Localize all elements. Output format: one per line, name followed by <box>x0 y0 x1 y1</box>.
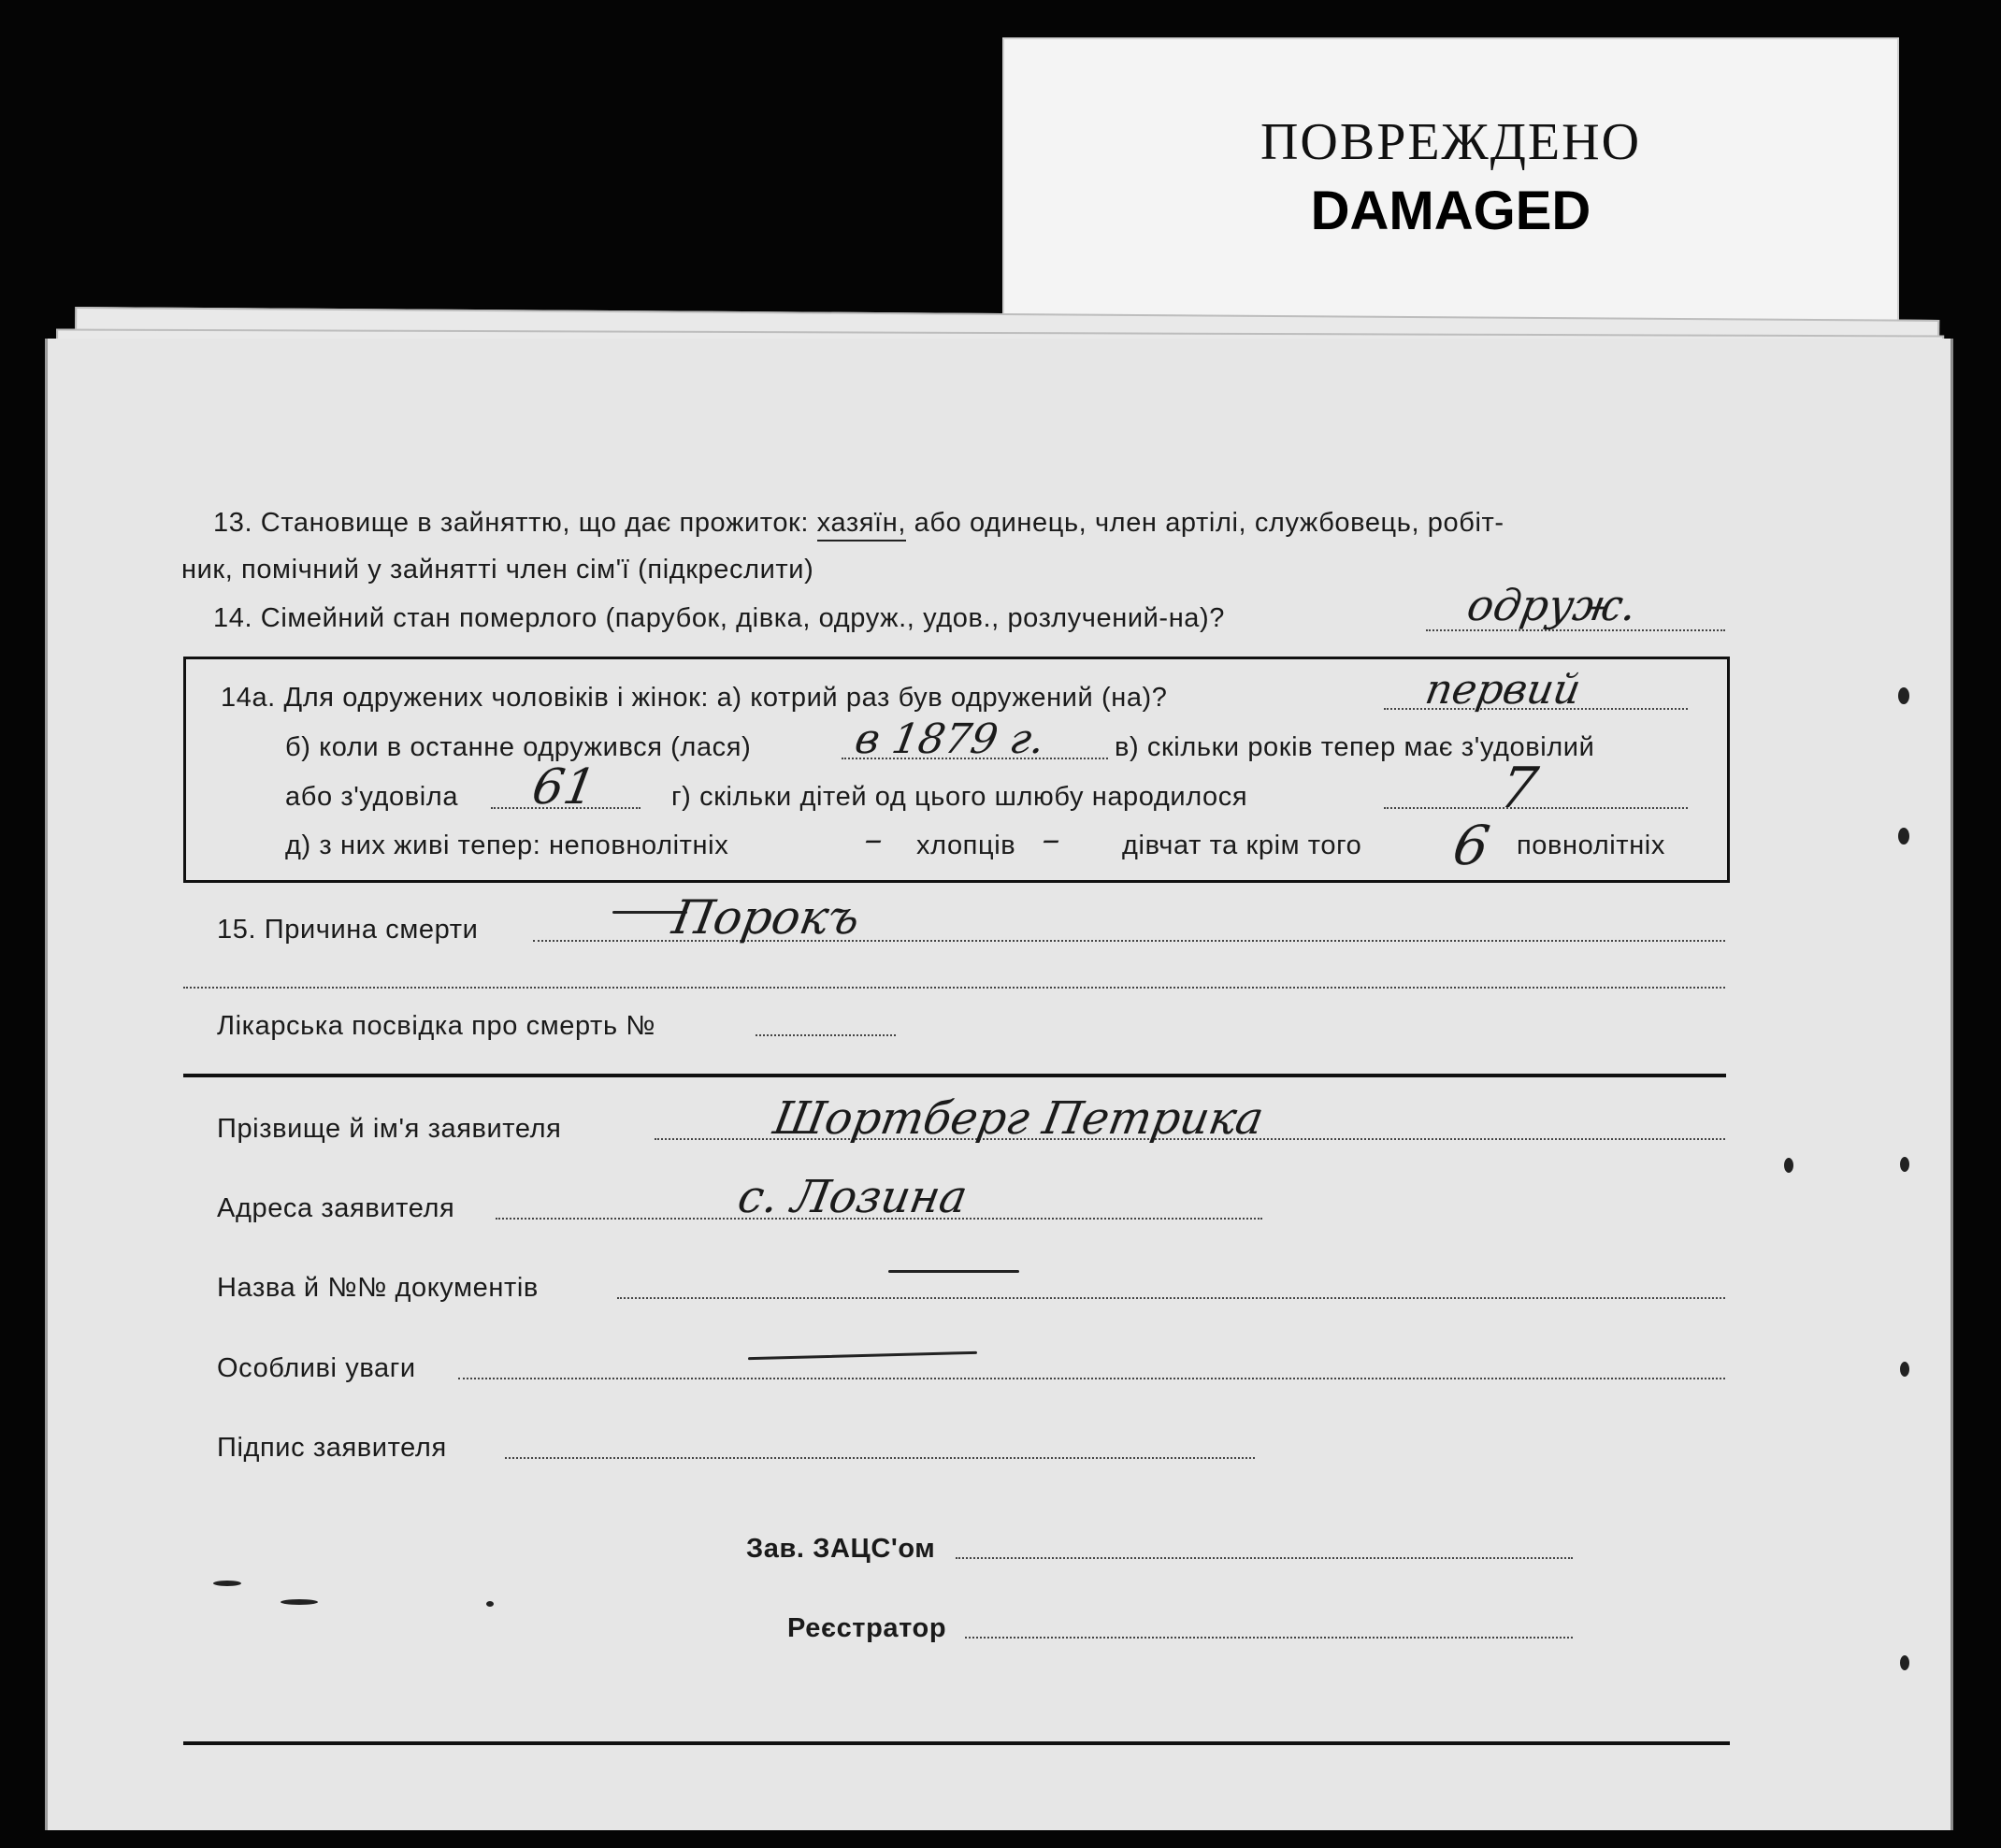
punch-mark <box>1900 1157 1909 1172</box>
q14a-adults-label: повнолітніх <box>1517 830 1665 860</box>
section-divider <box>183 1074 1726 1077</box>
damaged-label-ukrainian: ПОВРЕЖДЕНО <box>1260 113 1642 171</box>
q15-answer: Порокъ <box>668 890 865 945</box>
signature-line <box>505 1457 1255 1459</box>
signature-label: Підпис заявителя <box>217 1433 447 1463</box>
documents-line <box>617 1297 1725 1299</box>
q14a-answer-g-line <box>1384 807 1688 809</box>
q14-label: 14. Сімейний стан померлого (парубок, дівка, одруж., удов., розлучений-на)? <box>213 603 1226 633</box>
q14a-answer-girls: – <box>1039 818 1064 859</box>
q14a-line-3-prefix: або з'удовіла <box>285 782 459 812</box>
q13-underlined-option: хазяїн, <box>817 508 906 541</box>
q14a-line-2-suffix: в) скільки років тепер має з'удовілий <box>1115 732 1595 762</box>
damaged-label-english: DAMAGED <box>1310 180 1591 241</box>
punch-mark <box>1784 1158 1793 1173</box>
q14a-answer-v: 61 <box>527 759 600 816</box>
certificate-number-line <box>756 1034 896 1036</box>
q14a-answer-b: в 1879 г. <box>851 715 1049 763</box>
applicant-name-label: Прізвище й ім'я заявителя <box>217 1114 562 1144</box>
q14a-line-1: 14а. Для одружених чоловіків і жінок: а) котрий раз був одружений (на)? <box>221 683 1168 713</box>
bottom-rule <box>183 1741 1730 1745</box>
remarks-line <box>458 1378 1725 1379</box>
q13-line-1 <box>213 508 1504 539</box>
zags-head-label: Зав. ЗАЦС'ом <box>746 1534 936 1564</box>
address-underline-stroke <box>888 1270 1019 1273</box>
q13-prefix: 13. Становище в зайняттю, що дає прожиток: <box>213 508 809 538</box>
q14a-line-3-suffix: г) скільки дітей од цього шлюбу народилося <box>671 782 1248 812</box>
punch-mark <box>1898 828 1909 845</box>
q14a-answer-a: первий <box>1421 666 1585 714</box>
q14a-answer-adults: 6 <box>1448 814 1494 877</box>
applicant-address-answer: с. Лозина <box>734 1171 972 1223</box>
q15-label: 15. Причина смерти <box>217 915 479 945</box>
damaged-label-card <box>1002 37 1899 339</box>
ink-smudge <box>281 1599 318 1605</box>
punch-mark <box>1900 1362 1909 1377</box>
registrar-label: Реєстратор <box>787 1613 947 1643</box>
q13-suffix: або одинець, член артілі, службовець, робіт- <box>914 508 1504 538</box>
documents-label: Назва й №№ документів <box>217 1273 539 1303</box>
punch-mark <box>1898 687 1909 704</box>
q14a-line-4-prefix: д) з них живі тепер: неповнолітніх <box>285 830 729 860</box>
q14a-line-2-prefix: б) коли в останне одружився (лася) <box>285 732 752 762</box>
q14-answer: одруж. <box>1463 580 1641 630</box>
punch-mark <box>1900 1655 1909 1670</box>
remarks-label: Особливі уваги <box>217 1353 416 1383</box>
q14a-girls-label: дівчат та крім того <box>1122 830 1362 860</box>
q14a-boys-label: хлопців <box>916 830 1016 860</box>
certificate-label: Лікарська посвідка про смерть № <box>217 1011 656 1041</box>
q14a-answer-boys: – <box>861 818 886 859</box>
applicant-name-answer: Шортберг Петрика <box>770 1092 1268 1145</box>
applicant-address-label: Адреса заявителя <box>217 1193 455 1223</box>
q15-continuation-line <box>183 987 1725 989</box>
ink-smudge <box>213 1581 241 1586</box>
registrar-signature-line <box>965 1637 1573 1639</box>
q14a-answer-g: 7 <box>1494 756 1543 821</box>
ink-smudge <box>486 1601 494 1607</box>
zags-head-signature-line <box>956 1557 1573 1559</box>
q13-line-2: ник, помічний у зайнятті член сім'ї (підкреслити) <box>181 555 814 585</box>
